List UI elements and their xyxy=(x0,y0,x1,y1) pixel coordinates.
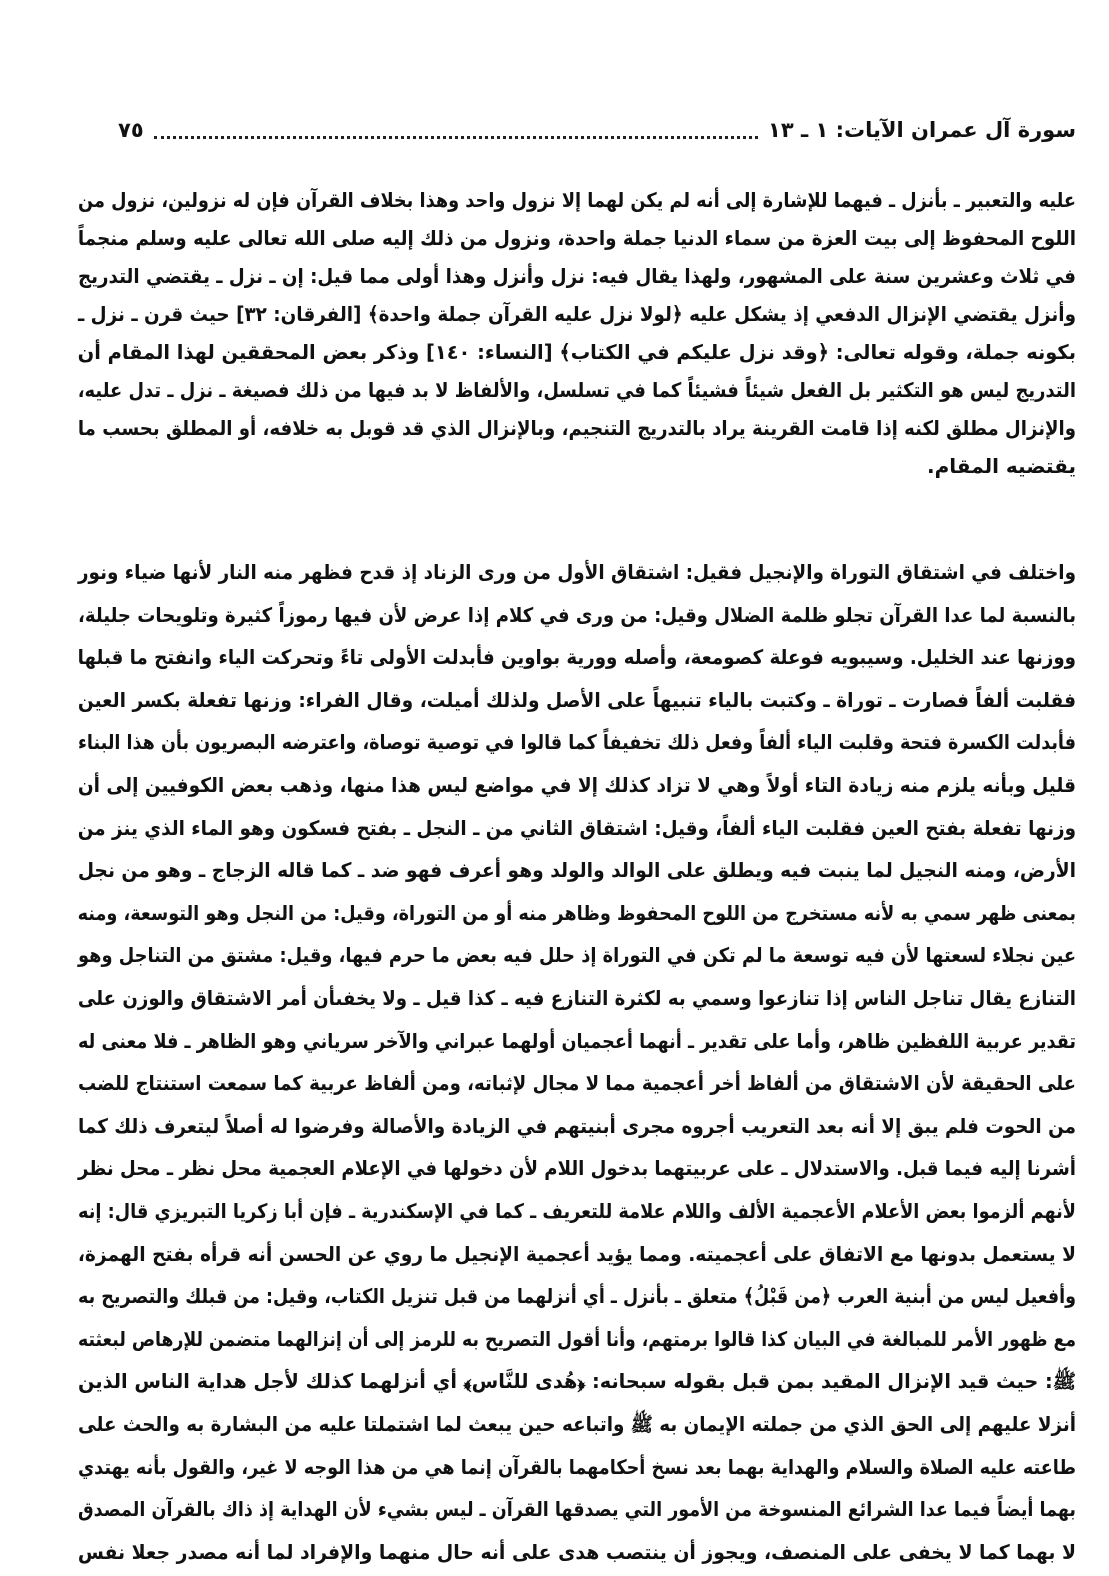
text-line: ﷺ: حيث قيد الإنزال المقيد بمن قبل بقوله سبحانه: ﴿هُدى للنَّاس﴾ أي أنزلهما كذلك لأجل هداية الناس الذين xyxy=(78,1369,1076,1394)
text-line: طاعته عليه الصلاة والسلام والهداية بهما بعد نسخ أحكامهما بالقرآن إنما هي من هذا الوجه لا غير، والقول بأنه يهتدي xyxy=(77,1454,1076,1479)
page-number: ٧٥ xyxy=(118,118,144,142)
text-line: فأبدلت الكسرة فتحة وقلبت الياء ألفاً وفعل ذلك تخفيفاً كما قالوا في توصية توصاة، واعترضه البصريون بأن هذا البناء xyxy=(77,730,1077,755)
text-line: ووزنها عند الخليل. وسيبويه فوعلة كصومعة، وأصله وورية بواوين فأبدلت الأولى تاءً وتحركت الياء وانفتح ما قبلها xyxy=(77,645,1076,670)
text-line: في ثلاث وعشرين سنة على المشهور، ولهذا يقال فيه: نزل وأنزل وهذا أولى مما قيل: إن ـ نزل ـ يقتضي التدريج xyxy=(78,264,1076,288)
text-line: التدريج ليس هو التكثير بل الفعل شيئاً فشيئاً كما في تسلسل، والألفاظ لا بد فيها من ذلك فصيغة ـ نزل ـ تدل عليه، xyxy=(77,378,1077,402)
text-line: اللوح المحفوظ إلى بيت العزة من سماء الدنيا جملة واحدة، ونزول من ذلك إليه صلى الله تعالى عليه وسلم منجماً xyxy=(77,226,1076,250)
text-line: وزنها تفعلة بفتح العين فقلبت الياء ألفاً، وقيل: اشتقاق الثاني من ـ النجل ـ بفتح فسكون وهو الماء الذي ينز من xyxy=(77,815,1077,840)
text-line: بكونه جملة، وقوله تعالى: ﴿وقد نزل عليكم في الكتاب﴾ [النساء: ١٤٠] وذكر بعض المحققين لهذا المقام أن xyxy=(77,340,1077,364)
text-line: مع ظهور الأمر للمبالغة في البيان كذا قالوا برمتهم، وأنا أقول التصريح به للرمز إلى أن إنزالهما متضمن للإرهاص لبعثته xyxy=(78,1326,1076,1351)
text-line: وأفعيل ليس من أبنية العرب ﴿من قَبْلُ﴾ متعلق ـ بأنزل ـ أي أنزلهما من قبل تنزيل الكتاب، وقيل: من قبلك والتصريح به xyxy=(78,1284,1076,1309)
dotted-leader xyxy=(154,122,758,139)
text-line: واختلف في اشتقاق التوراة والإنجيل فقيل: اشتقاق الأول من ورى الزناد إذ قدح فظهر منه النار لأنها ضياء ونور xyxy=(78,560,1076,584)
text-line: أنزلا عليهم إلى الحق الذي من جملته الإيمان به ﷺ واتباعه حين يبعث لما اشتملتا عليه من البشارة به والحث على xyxy=(77,1412,1076,1436)
text-line: بمعنى ظهر سمي به لأنه مستخرج من اللوح المحفوظ وظاهر منه أو من التوراة، وقيل: من النجل وهو التوسعة، ومنه xyxy=(77,900,1077,925)
text-line: بالنسبة لما عدا القرآن تجلو ظلمة الضلال وقيل: من ورى في كلام إذا عرض لأن فيها رموزاً كثيرة وتلويحات جليلة، xyxy=(78,602,1076,627)
text-line: الأرض، ومنه النجيل لما ينبت فيه ويطلق على الوالد والولد وهو أعرف فهو ضد ـ كما قاله الزجاج ـ وهو من نجل xyxy=(77,858,1076,883)
text-line: على الحقيقة لأن الاشتقاق من ألفاظ أخر أعجمية مما لا مجال لإثباته، ومن ألفاظ عربية كما سمعت استنتاج للضب xyxy=(78,1071,1076,1096)
text-line: لا بهما كما لا يخفى على المنصف، ويجوز أن ينتصب هدى على أنه حال منهما والإفراد لما أنه مصدر جعلا نفس xyxy=(77,1539,1076,1564)
text-line: والإنزال مطلق لكنه إذا قامت القرينة يراد بالتدريج التنجيم، وبالإنزال الذي قد قوبل به خلافه، أو المطلق بحسب ما xyxy=(77,416,1076,440)
running-header xyxy=(118,112,1076,148)
text-line: وأنزل يقتضي الإنزال الدفعي إذ يشكل عليه ﴿لولا نزل عليه القرآن جملة واحدة﴾ [الفرقان: ٣٢] حيث قرن ـ نزل ـ xyxy=(77,302,1076,326)
text-line: عين نجلاء لسعتها لأن فيه توسعة ما لم تكن في التوراة إذ حلل فيه بعض ما حرم فيها، وقيل: مشتق من التناجل وهو xyxy=(77,943,1076,968)
text-line: من الحوت فلم يبق إلا أنه بعد التعريب أجروه مجرى أبنيتهم في الزيادة والأصالة وفرضوا له أصلاً ليتعرف ذلك كما xyxy=(77,1113,1076,1138)
text-line: يقتضيه المقام. xyxy=(927,454,1076,478)
text-line: أشرنا إليه فيما قبل. والاستدلال ـ على عربيتهما بدخول اللام لأن دخولها في الإعلام العجمية محل نظر ـ محل نظر xyxy=(78,1156,1076,1181)
text-line: تقدير عربية اللفظين ظاهر، وأما على تقدير ـ أنهما أعجميان أولهما عبراني والآخر سرياني وهو الظاهر ـ فلا معنى له xyxy=(78,1028,1076,1053)
text-line: عليه والتعبير ـ بأنزل ـ فيهما للإشارة إلى أنه لم يكن لهما إلا نزول واحد وهذا بخلاف القرآن فإن له نزولين، نزول من xyxy=(78,188,1076,212)
text-line: فقلبت ألفاً فصارت ـ توراة ـ وكتبت بالياء تنبيهاً على الأصل ولذلك أميلت، وقال الفراء: وزنها تفعلة بكسر العين xyxy=(77,687,1076,712)
text-line: التنازع يقال تناجل الناس إذا تنازعوا وسمي به لكثرة التنازع فيه ـ كذا قيل ـ ولا يخفىأن أمر الاشتقاق والوزن على xyxy=(77,986,1077,1010)
header-title: سورة آل عمران الآيات: ١ ـ ١٣ xyxy=(768,118,1076,142)
text-line: قليل وبأنه يلزم منه زيادة التاء أولاً وهي لا تزاد كذلك إلا في مواضع ليس هذا منها، وذهب بعض الكوفيين إلى أن xyxy=(77,773,1076,797)
text-line: لا يستعمل بدونها مع الاتفاق على أعجميته. ومما يؤيد أعجمية الإنجيل ما روي عن الحسن أنه قرأه بفتح الهمزة، xyxy=(77,1241,1076,1266)
text-line: بهما أيضاً فيما عدا الشرائع المنسوخة من الأمور التي يصدقها القرآن ـ ليس بشيء لأن الهداية إذ ذاك بالقرآن المصدق xyxy=(78,1497,1076,1522)
text-line: لأنهم ألزموا بعض الأعلام الأعجمية الألف واللام علامة للتعريف ـ كما في الإسكندرية ـ فإن أبا زكريا التبريزي قال: إنه xyxy=(78,1199,1076,1223)
